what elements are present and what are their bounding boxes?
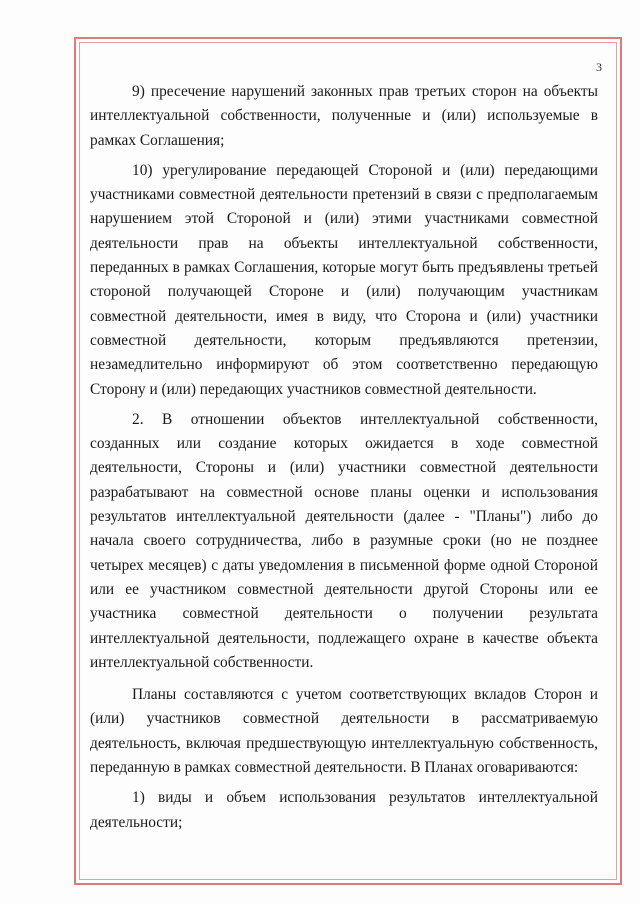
paragraph-item-9: 9) пресечение нарушений законных прав третьих сторон на объекты интеллектуальной собственности, полученные и (или) используемые в рамках Соглашения; <box>90 83 598 149</box>
paragraph-plans: Планы составляются с учетом соответствующих вкладов Сторон и (или) участников совместной деятельности в рассматриваемую деятельность, включая предшествующую интеллектуальную собственность, переданную в рамках совместной деятельности. В Планах оговариваются: <box>90 686 598 777</box>
document-body <box>90 80 598 835</box>
paragraph-section-2: 2. В отношении объектов интеллектуальной собственности, созданных или создание которых ожидается в ходе совместной деятельности, Стороны и (или) участники совместной деятельности разрабатывают на совместной основе планы оценки и использования результатов интеллектуальной деятельности (далее - "Планы") либо до начала своего сотрудничества, либо в разумные сроки (но не позднее четырех месяцев) с даты уведомления в письменной форме одной Стороной или ее участником совместной деятельности другой Стороны или ее участника совместной деятельности о получении результата интеллектуальной деятельности, подлежащего охране в качестве объекта интеллектуальной собственности. <box>90 410 598 671</box>
paragraph-item-10: 10) урегулирование передающей Стороной и (или) передающими участниками совместной деятельности претензий в связи с предполагаемым нарушением этой Стороной и (или) этими участниками совместной деятельности прав на объекты интеллектуальной собственности, переданных в рамках Соглашения, которые могут быть предъявлены третьей стороной получающей Стороне и (или) получающим участникам совместной деятельности, имея в виду, что Сторона и (или) участники совместной деятельности, которым предъявляются претензии, незамедлительно информируют об этом соответственно передающую Сторону и (или) передающих участников совместной деятельности. <box>90 161 598 398</box>
paragraph-item-1: 1) виды и объем использования результатов интеллектуальной деятельности; <box>90 789 598 831</box>
page-number: 3 <box>596 60 602 74</box>
